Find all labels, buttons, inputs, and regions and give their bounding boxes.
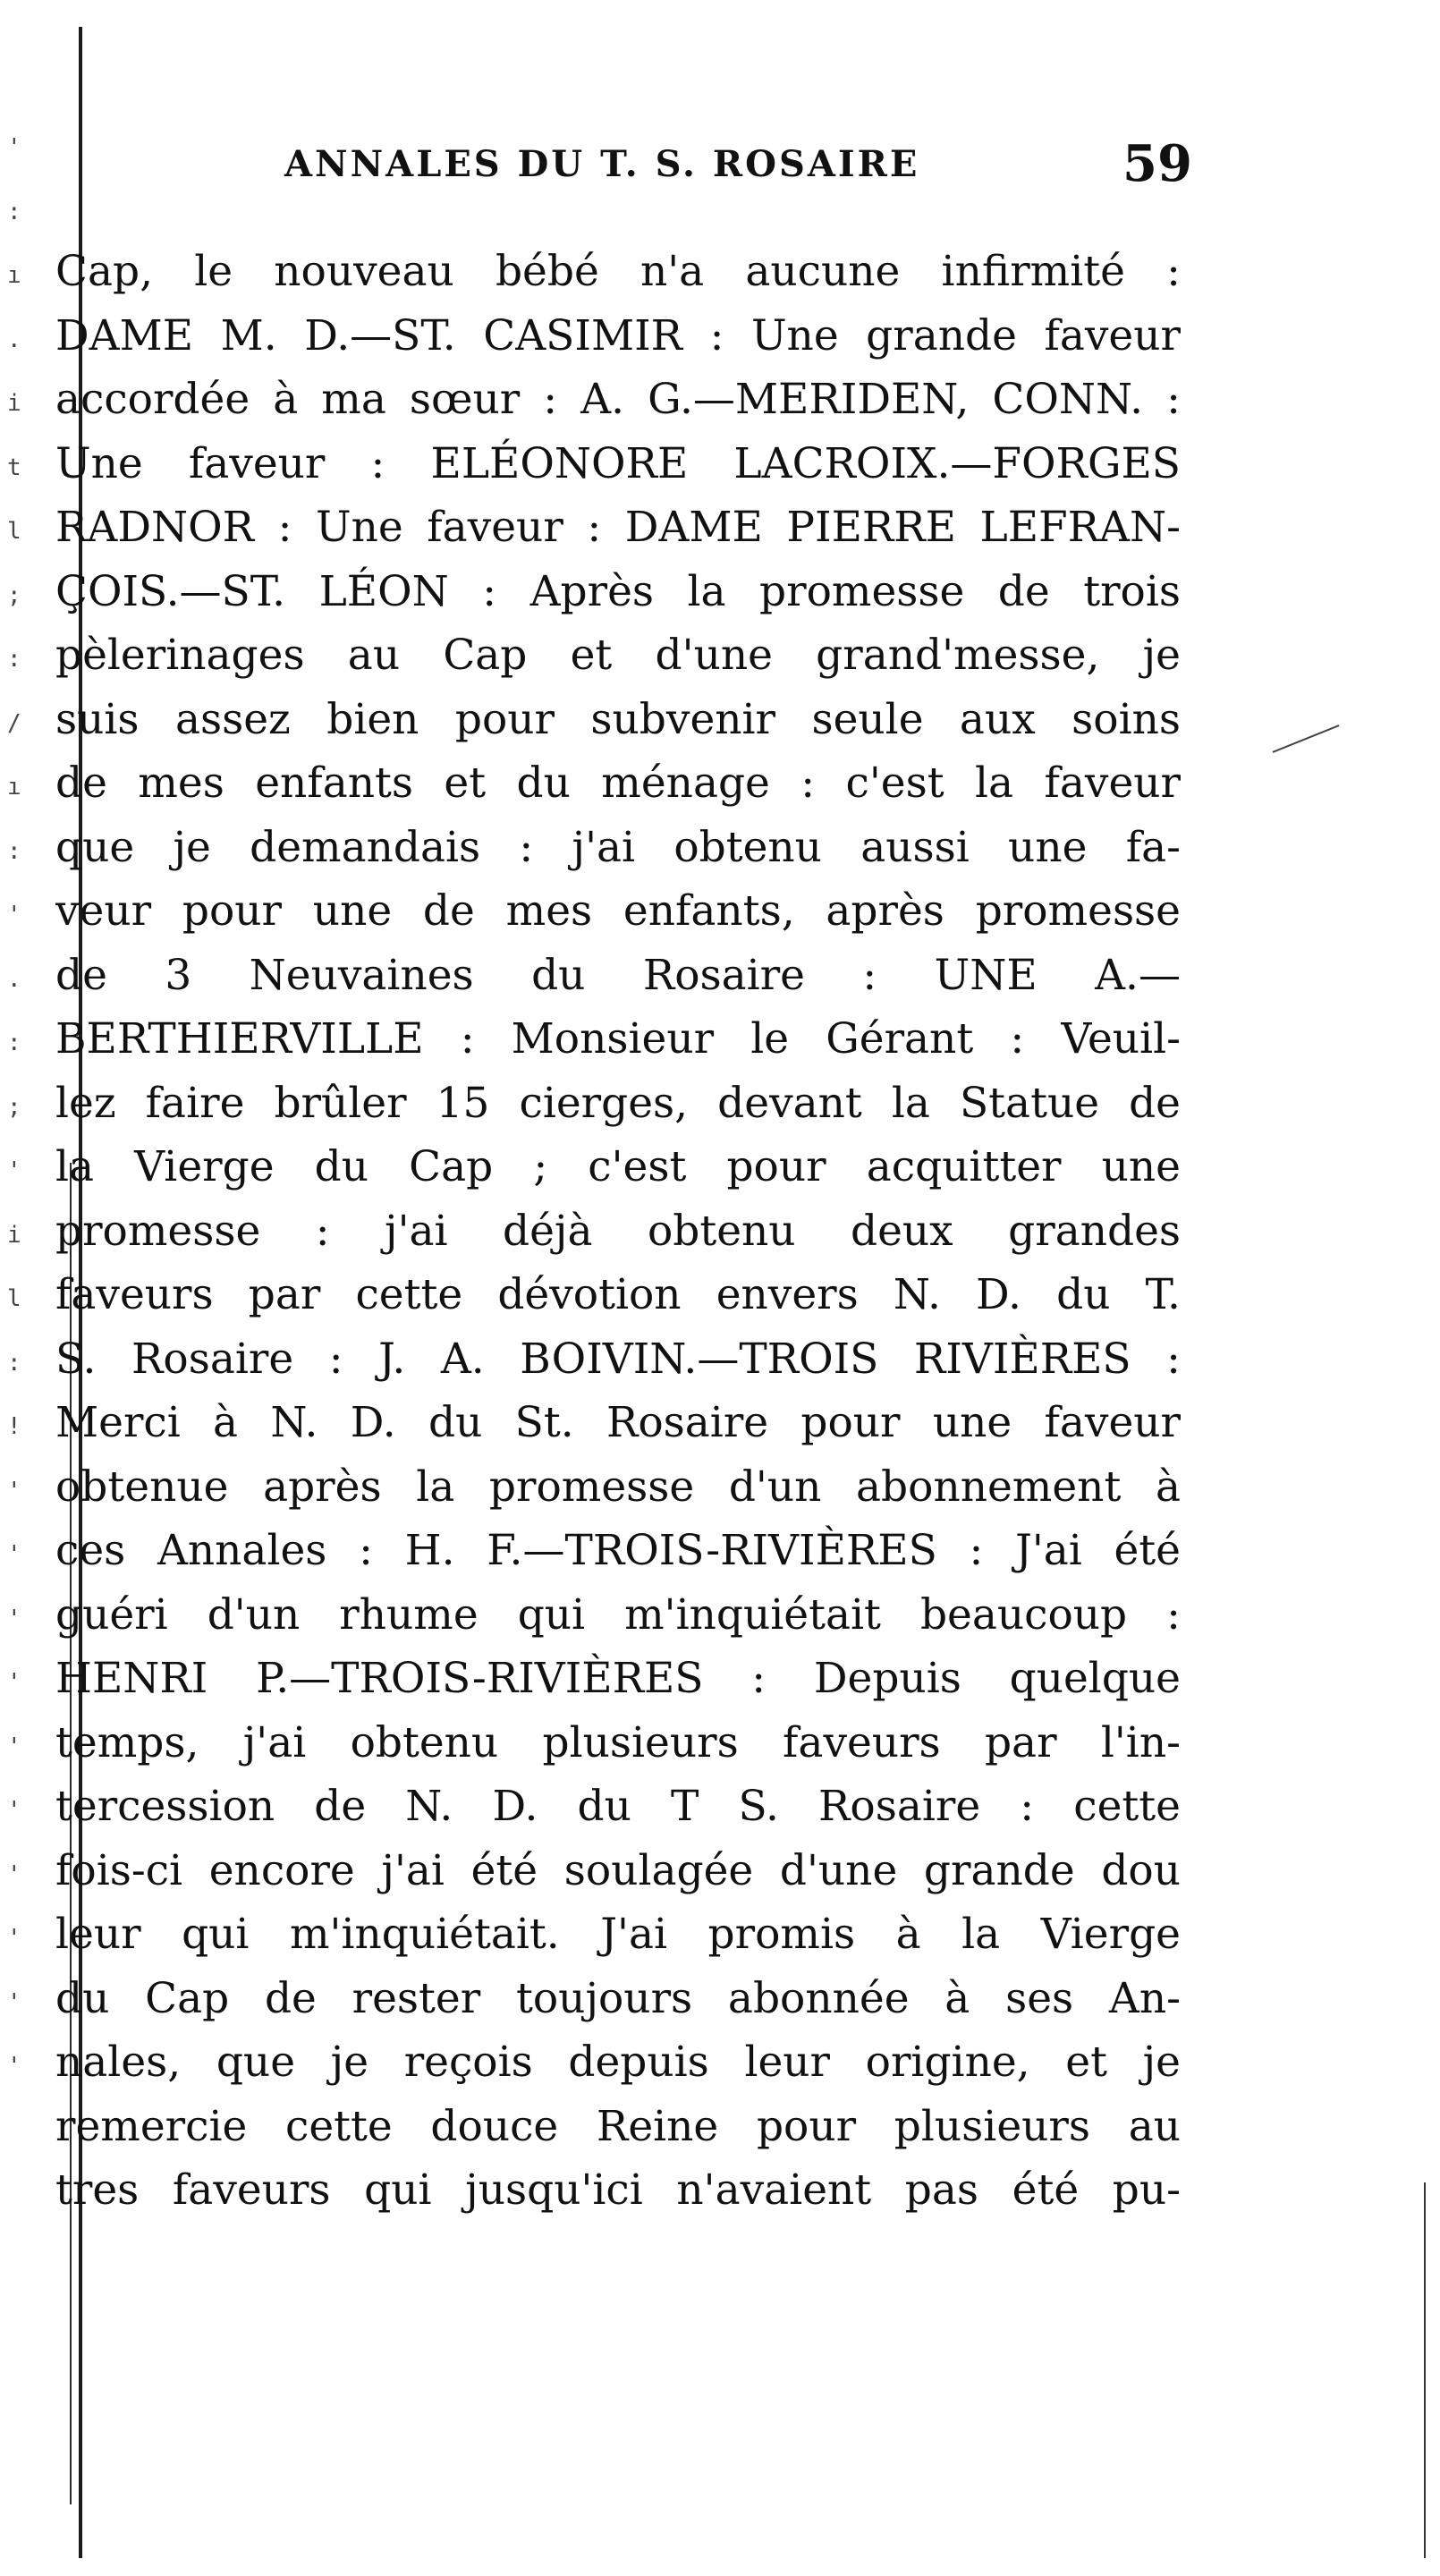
text-line: suis assez bien pour subvenir seule aux soins <box>55 694 1181 744</box>
text-line: pèlerinages au Cap et d'une grand'messe, je <box>55 631 1181 680</box>
text-line: de 3 Neuvaines du Rosaire : UNE A.— <box>55 950 1181 1000</box>
text-line: guéri d'un rhume qui m'inquiétait beaucoup : <box>55 1589 1181 1640</box>
text-line: du Cap de rester toujours abonnée à ses An- <box>55 1973 1181 2023</box>
right-edge-line <box>1424 2182 1426 2558</box>
text-line: leur qui m'inquiétait. J'ai promis à la Vierge <box>55 1910 1181 1959</box>
text-line: nales, que je reçois depuis leur origine, et je <box>55 2038 1181 2087</box>
text-line: RADNOR : Une faveur : DAME PIERRE LEFRAN- <box>55 503 1181 552</box>
text-line: accordée à ma sœur : A. G.—MERIDEN, CONN. : <box>55 375 1181 424</box>
text-line: Une faveur : ELÉONORE LACROIX.—FORGES <box>55 438 1181 488</box>
text-line: S. Rosaire : J. A. BOIVIN.—TROIS RIVIÈRES : <box>55 1334 1181 1384</box>
text-line: que je demandais : j'ai obtenu aussi une fa- <box>55 822 1181 872</box>
text-line: de mes enfants et du ménage : c'est la faveur <box>55 758 1181 808</box>
page-number: 59 <box>1122 134 1192 193</box>
body-text <box>55 240 1181 2223</box>
text-line: tercession de N. D. du T S. Rosaire : cette <box>55 1782 1181 1831</box>
text-line: DAME M. D.—ST. CASIMIR : Une grande faveur <box>55 310 1181 360</box>
text-line: remercie cette douce Reine pour plusieurs au <box>55 2101 1181 2151</box>
running-head: ANNALES DU T. S. ROSAIRE <box>284 143 920 185</box>
text-line: temps, j'ai obtenu plusieurs faveurs par l'in- <box>55 1717 1181 1767</box>
text-line: BERTHIERVILLE : Monsieur le Gérant : Veuil- <box>55 1014 1181 1063</box>
text-line: promesse : j'ai déjà obtenu deux grandes <box>55 1206 1181 1256</box>
text-line: Merci à N. D. du St. Rosaire pour une faveur <box>55 1398 1181 1447</box>
text-line: faveurs par cette dévotion envers N. D. du T. <box>55 1270 1181 1319</box>
text-line: obtenue après la promesse d'un abonnement à <box>55 1462 1181 1512</box>
text-line: tres faveurs qui jusqu'ici n'avaient pas été pu- <box>55 2165 1181 2215</box>
margin-bleed-through: ' : ı . i t l ; : / ı : ' . : ; ' i l : ! ' ' ' ' ' ' ' ' ' ' <box>7 134 21 2080</box>
stray-mark <box>1273 724 1340 753</box>
text-line: ÇOIS.—ST. LÉON : Après la promesse de trois <box>55 566 1181 616</box>
text-line: HENRI P.—TROIS-RIVIÈRES : Depuis quelque <box>55 1654 1181 1703</box>
text-line: Cap, le nouveau bébé n'a aucune infirmité : <box>55 247 1181 296</box>
text-line: veur pour une de mes enfants, après promesse <box>55 886 1181 936</box>
text-line: ces Annales : H. F.—TROIS-RIVIÈRES : J'ai été <box>55 1526 1181 1575</box>
text-line: fois-ci encore j'ai été soulagée d'une grande dou <box>55 1845 1181 1895</box>
text-line: lez faire brûler 15 cierges, devant la Statue de <box>55 1078 1181 1128</box>
text-line: la Vierge du Cap ; c'est pour acquitter une <box>55 1142 1181 1191</box>
